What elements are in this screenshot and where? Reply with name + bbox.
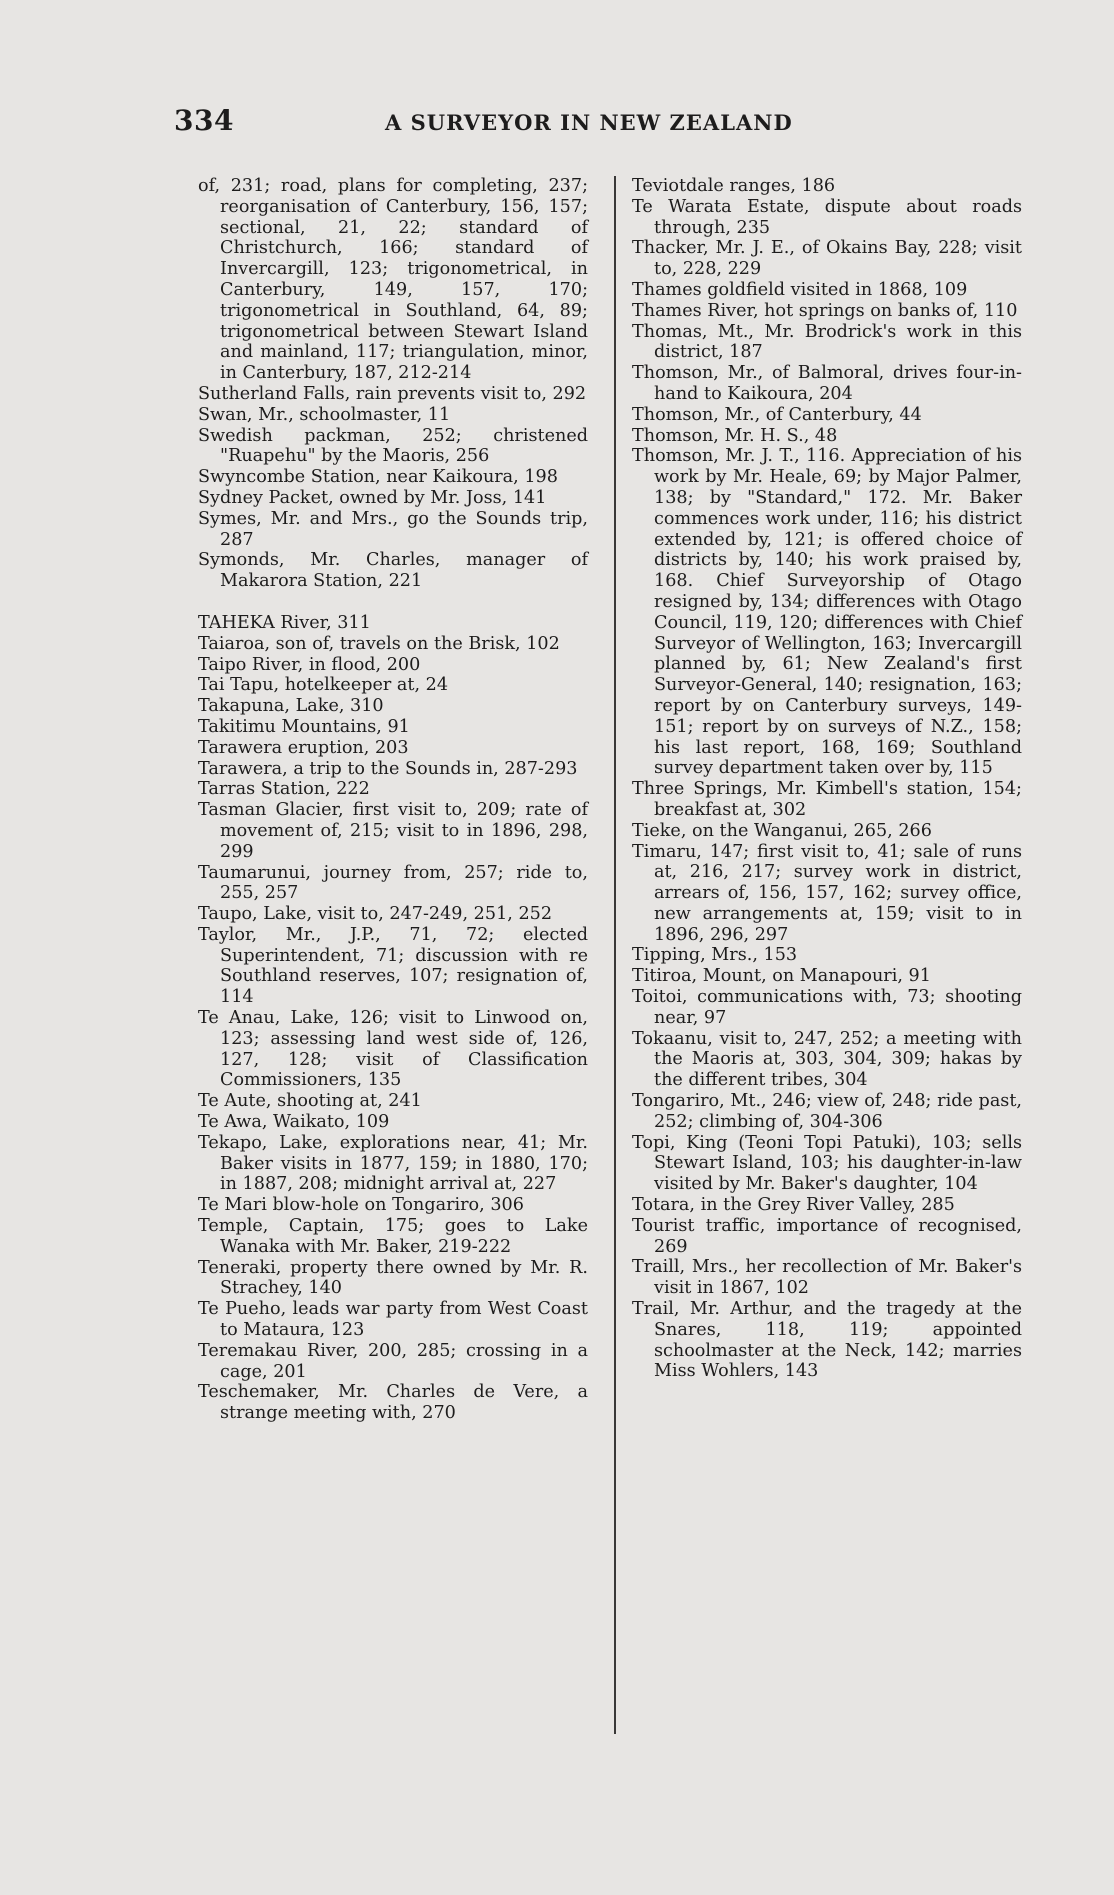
index-entry: Thomson, Mr., of Balmoral, drives four-in-hand to Kaikoura, 204 [632,363,1022,404]
running-title: A SURVEYOR IN NEW ZEALAND [385,110,793,135]
column-divider [614,176,616,1734]
index-entry: Teschemaker, Mr. Charles de Vere, a strange meeting with, 270 [198,1382,588,1424]
index-entry: Totara, in the Grey River Valley, 285 [632,1195,955,1216]
index-entry: Tieke, on the Wanganui, 265, 266 [632,820,932,841]
index-entry: Toitoi, communications with, 73; shooting near, 97 [632,987,1022,1028]
index-entry: Topi, King (Teoni Topi Patuki), 103; sells Stewart Island, 103; his daughter-in-law visited by Mr. Baker's daughter, 104 [632,1132,1022,1195]
index-entry: Tai Tapu, hotelkeeper at, 24 [198,675,449,696]
index-entry: Teremakau River, 200, 285; crossing in a cage, 201 [198,1340,588,1382]
index-entry: of, 231; road, plans for completing, 237; reorganisation of Canterbury, 156, 157; sectional, 21, 22; standard of Christchurch, 166; standard of Invercargill, 123; trigonometrical, in Canterbury, 149, 157, 170; trigonometrical in Southland, 64, 89; trigonometrical between Stewart Island and mainland, 117; triangulation, minor, in Canterbury, 187, 212-214 [198,176,588,384]
index-entry: Takapuna, Lake, 310 [198,696,384,717]
index-entry: Tourist traffic, importance of recognised, 269 [632,1215,1022,1257]
index-entry: TAHEKA River, 311 [198,612,371,633]
index-entry: Taiaroa, son of, travels on the Brisk, 102 [198,633,560,654]
index-entry: Taumarunui, journey from, 257; ride to, 255, 257 [198,862,588,904]
index-entry: Tipping, Mrs., 153 [632,945,798,966]
index-entry: Symonds, Mr. Charles, manager of Makarora Station, 221 [198,550,588,592]
index-entry: Te Anau, Lake, 126; visit to Linwood on, 123; assessing land west side of, 126, 127, 128; visit of Classification Commissioners, 135 [198,1008,588,1091]
index-entry: Tarawera, a trip to the Sounds in, 287-293 [198,758,578,779]
index-entry: Swan, Mr., schoolmaster, 11 [198,404,451,425]
index-entry: Tekapo, Lake, explorations near, 41; Mr. Baker visits in 1877, 159; in 1880, 170; in 1887, 208; midnight arrival at, 227 [198,1132,588,1195]
index-entry: Swyncombe Station, near Kaikoura, 198 [198,467,558,488]
index-entry: Tokaanu, visit to, 247, 252; a meeting with the Maoris at, 303, 304, 309; hakas by the different tribes, 304 [632,1028,1022,1091]
index-entry: Trail, Mr. Arthur, and the tragedy at the Snares, 118, 119; appointed schoolmaster at the Neck, 142; marries Miss Wohlers, 143 [632,1299,1022,1382]
index-entry: Takitimu Mountains, 91 [198,716,410,737]
index-entry: Tarras Station, 222 [198,779,370,800]
index-entry: Sydney Packet, owned by Mr. Joss, 141 [198,487,547,508]
index-entry: Teviotdale ranges, 186 [632,176,836,196]
index-entry: Thomson, Mr. J. T., 116. Appreciation of his work by Mr. Heale, 69; by Major Palmer, 138; by "Standard," 172. Mr. Baker commences work under, 116; his district extended by, 121; is offered choice of districts by, 140; his work praised by, 168. Chief Surveyorship of Otago resigned by, 134; differences with Otago Council, 119, 120; differences with Chief Surveyor of Wellington, 163; Invercargill planned by, 61; New Zealand's first Surveyor-General, 140; resignation, 163; report by on Canterbury surveys, 149-151; report by on surveys of N.Z., 158; his last report, 168, 169; Southland survey department taken over by, 115 [632,446,1022,779]
index-entry: Taipo River, in flood, 200 [198,654,421,675]
index-entry: Temple, Captain, 175; goes to Lake Wanaka with Mr. Baker, 219-222 [198,1216,588,1257]
index-entry: Three Springs, Mr. Kimbell's station, 154; breakfast at, 302 [632,779,1022,820]
index-entry: Te Pueho, leads war party from West Coast to Mataura, 123 [198,1299,588,1341]
index-entry: Thomas, Mt., Mr. Brodrick's work in this district, 187 [632,321,1022,363]
index-entry: Te Warata Estate, dispute about roads through, 235 [632,196,1022,238]
index-entry: Taylor, Mr., J.P., 71, 72; elected Superintendent, 71; discussion with re Southland reserves, 107; resignation of, 114 [198,924,588,1008]
index-column-left [198,176,588,1424]
index-entry: Te Mari blow-hole on Tongariro, 306 [198,1195,524,1216]
index-entry: Teneraki, property there owned by Mr. R. Strachey, 140 [198,1257,588,1299]
index-entry: Taupo, Lake, visit to, 247-249, 251, 252 [198,904,553,925]
index-entry: Thomson, Mr., of Canterbury, 44 [632,404,922,425]
index-entry: Thomson, Mr. H. S., 48 [632,425,838,446]
index-entry: Te Awa, Waikato, 109 [198,1112,390,1133]
index-entry: Tongariro, Mt., 246; view of, 248; ride past, 252; climbing of, 304-306 [632,1091,1022,1132]
index-entry: Thames River, hot springs on banks of, 110 [632,300,1018,321]
index-entry: Thacker, Mr. J. E., of Okains Bay, 228; visit to, 228, 229 [632,238,1022,280]
index-entry: Thames goldfield visited in 1868, 109 [632,279,968,300]
index-entry: Symes, Mr. and Mrs., go the Sounds trip, 287 [198,508,588,550]
page-number: 334 [174,104,234,137]
index-entry: Swedish packman, 252; christened "Ruapehu" by the Maoris, 256 [198,425,588,467]
index-entry: Tasman Glacier, first visit to, 209; rate of movement of, 215; visit to in 1896, 298, 299 [198,800,588,862]
index-column-right [632,176,1022,1382]
index-entry: Te Aute, shooting at, 241 [198,1091,422,1112]
index-entry: Timaru, 147; first visit to, 41; sale of runs at, 216, 217; survey work in district, arrears of, 156, 157, 162; survey office, new arrangements at, 159; visit to in 1896, 296, 297 [632,841,1022,945]
index-entry: Sutherland Falls, rain prevents visit to, 292 [198,383,587,404]
index-entry: Tarawera eruption, 203 [198,737,409,758]
index-entry: Traill, Mrs., her recollection of Mr. Baker's visit in 1867, 102 [632,1257,1022,1299]
index-entry: Titiroa, Mount, on Manapouri, 91 [632,966,931,987]
